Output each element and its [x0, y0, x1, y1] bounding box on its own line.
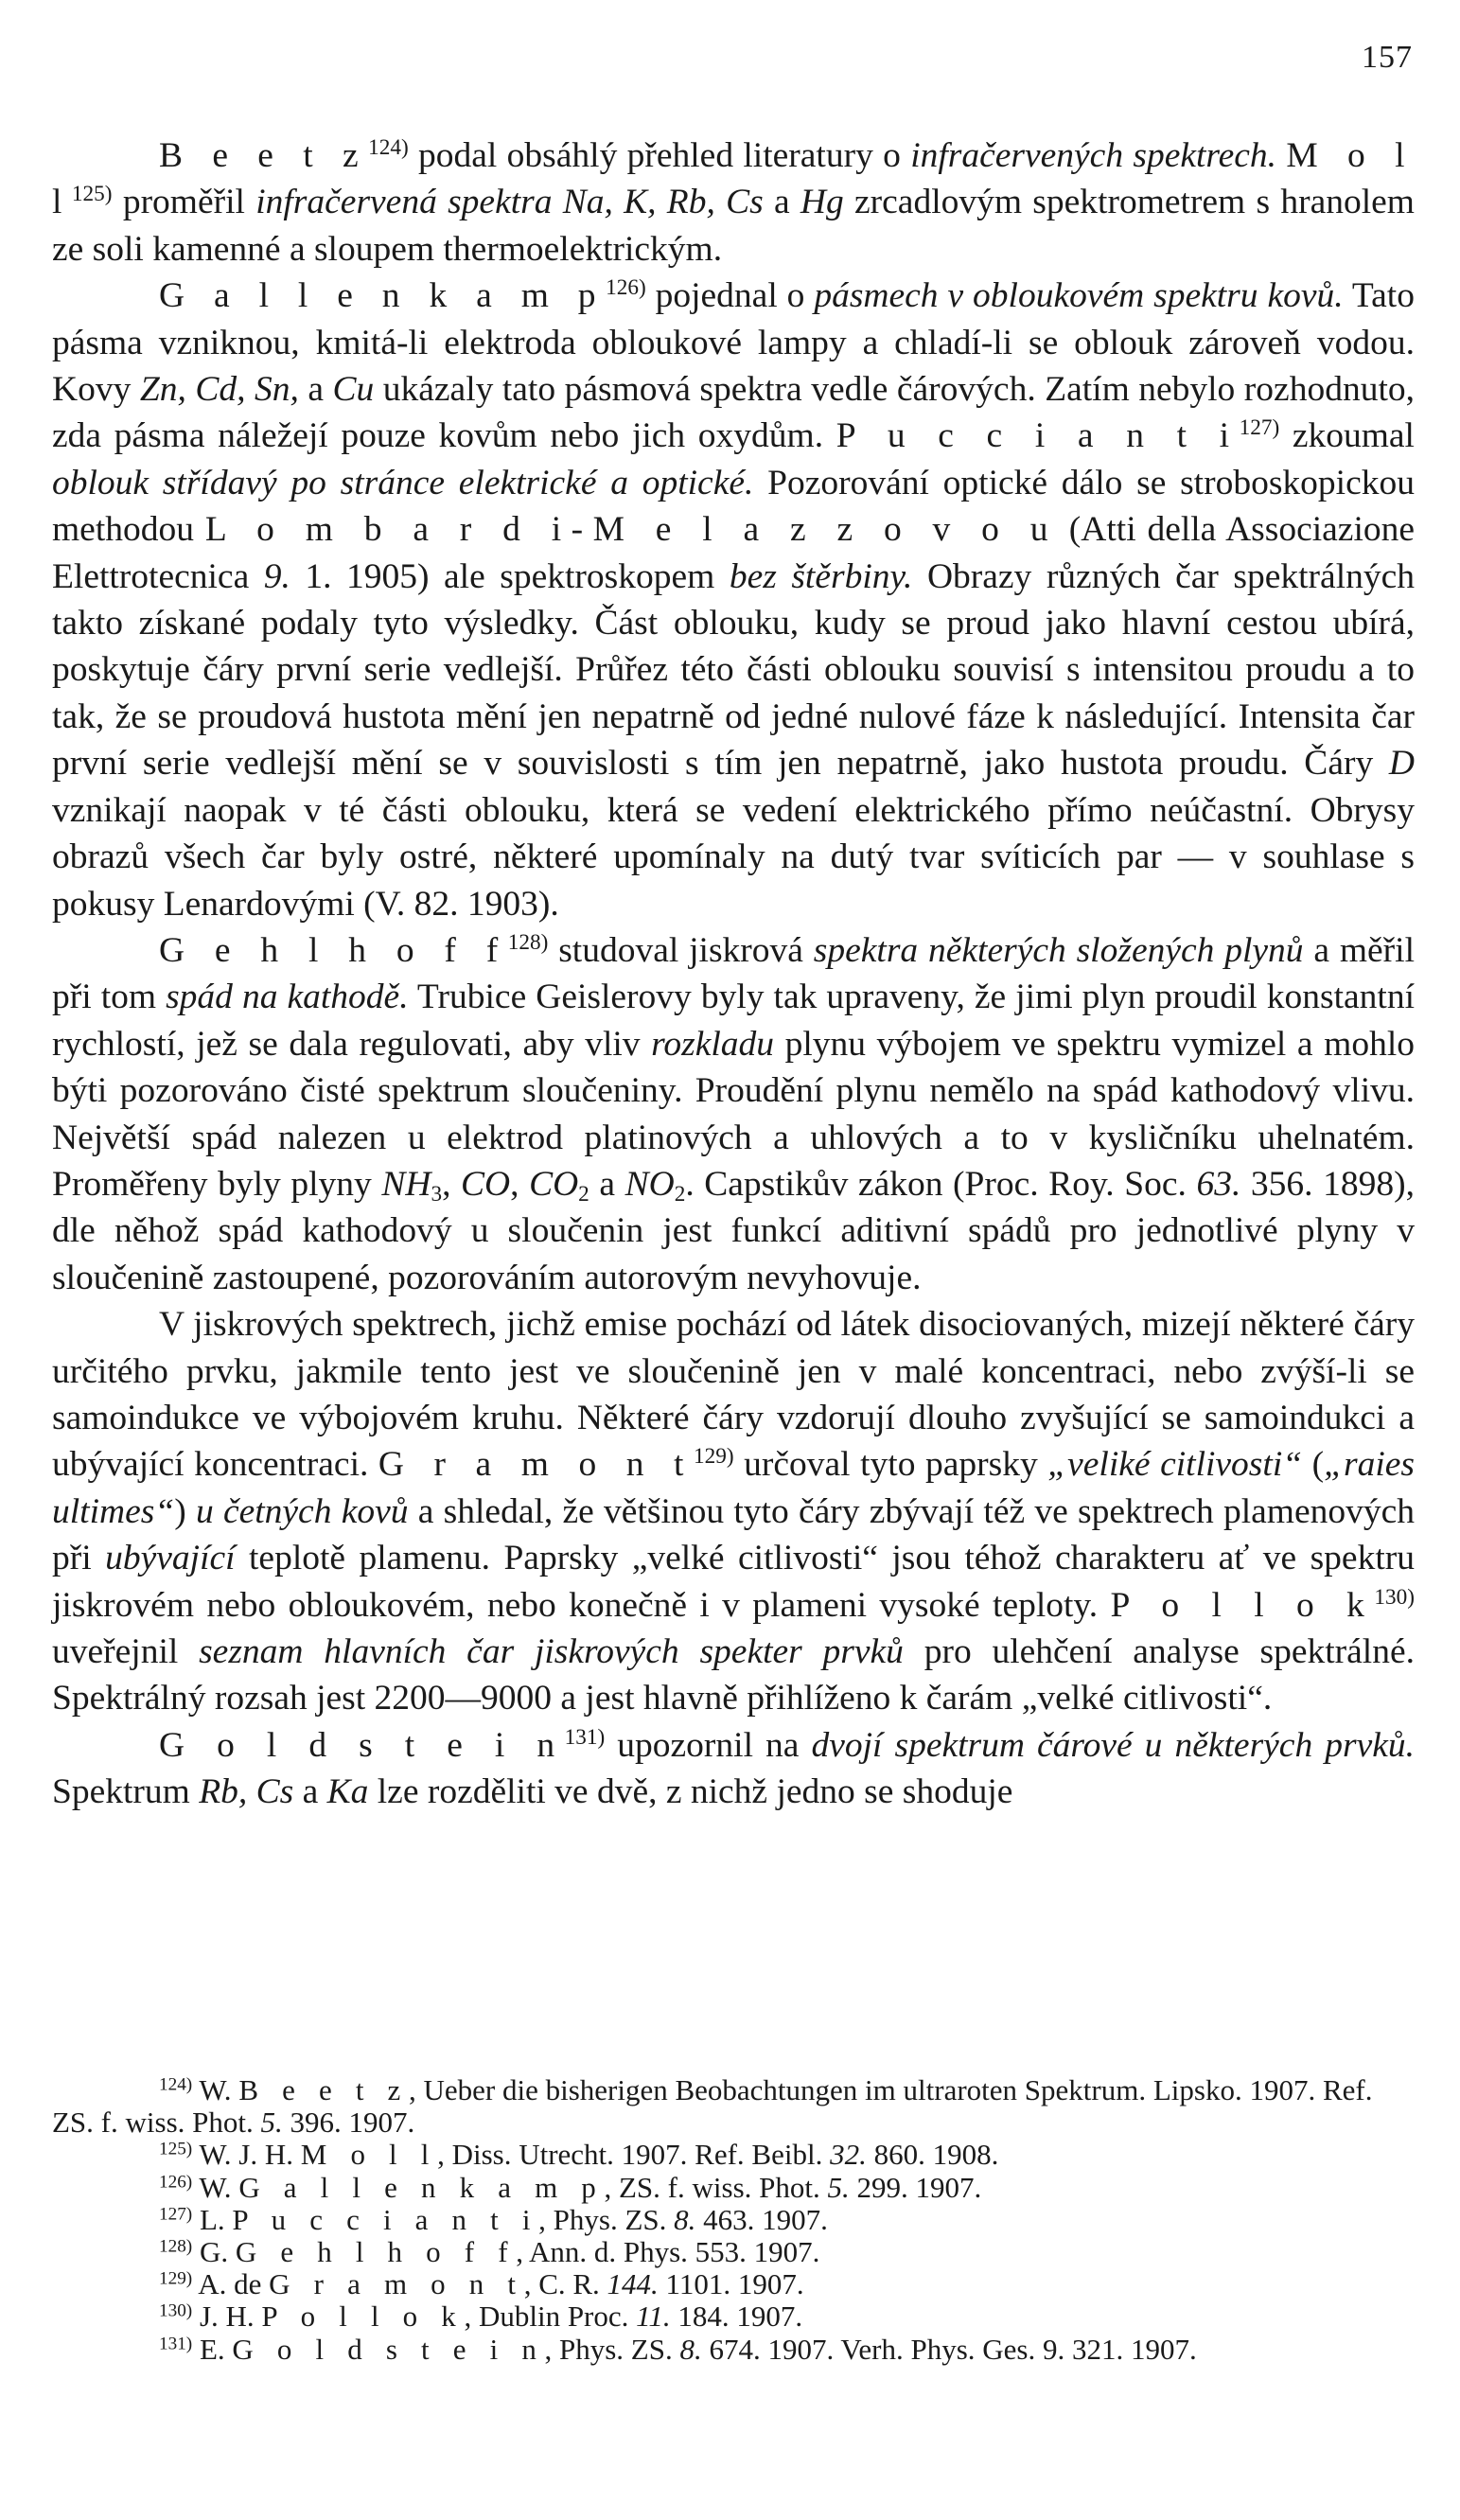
- text-run: , ZS. f. wiss. Phot.: [604, 2170, 828, 2204]
- text-run: (Atti della Associazione Elettrotecnica: [52, 510, 1416, 596]
- text-run: A. de: [192, 2267, 270, 2301]
- text-run: 860. 1908.: [866, 2138, 999, 2172]
- author-name: B e e t z: [238, 2073, 409, 2106]
- text-run: studoval jiskrová: [548, 930, 814, 970]
- text-run: ukázaly tato pásmová spektra vedle čárových. Zatím nebylo rozhodnuto, zda pásma náležejí pouze kovům nebo jich oxydům.: [52, 370, 1415, 456]
- footnote: [52, 2204, 1415, 2236]
- text-run: pro ulehčení analyse spektrálné. Spektrálný rozsah jest 2200—9000 a jest hlavně přihlíženo k čarám „velké citlivosti“.: [52, 1632, 1415, 1718]
- text-run: 1101. 1907.: [658, 2267, 804, 2301]
- text-run: pojednal o: [645, 276, 815, 316]
- author-name: P o l l o k: [1110, 1585, 1375, 1625]
- footnote: [52, 2172, 1415, 2204]
- italic-term: pásmech v obloukovém spektru kovů.: [814, 276, 1344, 316]
- footnote: [52, 2236, 1415, 2268]
- footnote-ref: 126): [606, 275, 646, 301]
- author-name: G e h l h o f f: [235, 2235, 517, 2269]
- author-name: G a l l e n k a m p: [159, 276, 607, 316]
- text-run: uveřejnil: [52, 1632, 200, 1671]
- footnote: [52, 2300, 1415, 2333]
- text-run: plynu výbojem ve spektru vymizel a mohlo býti pozorováno čisté spektrum sloučeniny. Proudění plynu nemělo na spád kathodový vlivu. Největší spád nalezen u elektrod platinových a uhlových a to v kysličníku uhelnatém. Proměřeny byly plyny: [52, 1024, 1415, 1204]
- text-run: . Capstikův zákon (Proc. Roy. Soc.: [685, 1164, 1197, 1204]
- text-run: ,: [442, 1164, 462, 1204]
- text-run: 184. 1907.: [670, 2300, 803, 2334]
- paragraph-gehlhoff: [52, 927, 1415, 1301]
- italic-term: ubývající: [105, 1539, 236, 1578]
- paragraph-gallenkamp-puccianti: [52, 273, 1415, 927]
- text-run: proměřil: [112, 183, 256, 222]
- volume: 144.: [607, 2267, 659, 2301]
- text-run: 299. 1907.: [849, 2170, 982, 2204]
- text-run: Obrazy různých čar spektrálných takto získané podaly tyto výsledky. Část oblouku, kudy se proud jako hlavní cestou ubírá, poskytuje čáry první serie vedlejší. Průřez této části oblouku souvisí s intensitou proudu a to tak, že se proudová hustota mění jen nepatrně od jedné nulové fáze k následující. Intensita čar první serie vedlejší mění se v souvislosti s tím jen nepatrně, jako hustota proudu. Čáry: [52, 556, 1416, 784]
- text-run: W. J. H.: [192, 2138, 301, 2172]
- italic-term: „veliké citlivosti“: [1047, 1445, 1303, 1485]
- italic-term: „raies ultimes“: [52, 1445, 1415, 1531]
- text-run: lze rozděliti ve dvě, z nichž jedno se shoduje: [368, 1772, 1013, 1812]
- italic-term: oblouk střídavý po stránce elektrické a optické.: [52, 463, 754, 502]
- volume: 5.: [260, 2106, 283, 2140]
- text-run: a: [763, 183, 800, 222]
- text-run: E.: [192, 2332, 233, 2366]
- author-name: G o l d s t e i n: [232, 2332, 545, 2366]
- author-name: M o l l: [52, 136, 1416, 222]
- footnote-number: 126): [159, 2172, 193, 2193]
- author-name: G r a m o n t: [269, 2267, 524, 2301]
- author-name: G e h l h o f f: [159, 930, 508, 970]
- footnote-number: 124): [159, 2074, 193, 2095]
- footnote-number: 125): [159, 2139, 193, 2159]
- text-run: 396. 1907.: [282, 2106, 415, 2140]
- footnote-ref: 124): [368, 135, 409, 161]
- author-name: G o l d s t e i n: [159, 1725, 565, 1765]
- footnote-number: 129): [159, 2268, 193, 2289]
- italic-term: infračervená spektra Na, K, Rb, Cs: [255, 183, 764, 222]
- text-run: 463. 1907.: [695, 2202, 828, 2236]
- text-run: Spektrum: [52, 1772, 200, 1812]
- text-run: teplotě plamenu. Paprsky „velké citlivosti“ jsou téhož charakteru ať ve spektru jiskrovém nebo obloukovém, nebo konečně i v plameni vysoké teploty.: [52, 1539, 1415, 1625]
- text-run: L.: [192, 2202, 233, 2236]
- subscript: 2: [674, 1181, 686, 1207]
- author-name: B e e t z: [159, 136, 369, 175]
- italic-term: 63.: [1196, 1164, 1241, 1204]
- text-run: a: [293, 1772, 327, 1812]
- italic-term: Cu: [332, 370, 375, 410]
- footnote-number: 131): [159, 2334, 193, 2354]
- body-text: [52, 132, 1415, 1816]
- text-run: vznikají naopak v té části oblouku, která se vedení elektrického přímo neúčastní. Obrysy obrazů všech čar byly ostré, některé upomínaly na dutý tvar svíticích par — v souhlase s pokusy Lenardovými (V. 82. 1903).: [52, 790, 1415, 924]
- italic-term: spád na kathodě.: [166, 978, 409, 1017]
- volume: 8.: [674, 2202, 696, 2236]
- italic-term: Ka: [326, 1772, 369, 1812]
- text-run: zrcadlovým spektrometrem s hranolem ze soli kamenné a sloupem thermoelektrickým.: [52, 183, 1415, 269]
- paragraph-goldstein: [52, 1722, 1415, 1816]
- text-run: zkoumal: [1279, 416, 1415, 456]
- page-number: 157: [1362, 40, 1413, 75]
- text-run: G.: [192, 2235, 236, 2269]
- formula: NH: [381, 1164, 431, 1204]
- italic-term: u četných kovů: [195, 1491, 409, 1531]
- footnote-ref: 129): [693, 1444, 734, 1470]
- author-name: G r a m o n t: [378, 1445, 694, 1485]
- italic-term: Hg: [800, 183, 844, 222]
- formula: CO: [529, 1164, 579, 1204]
- italic-term: Zn, Cd, Sn,: [139, 370, 299, 410]
- text-run: W.: [192, 2073, 239, 2106]
- text-run: , Ueber die bisherigen Beobachtungen im ultraroten Spektrum. Lipsko. 1907. Ref. ZS. f. wiss. Phot.: [52, 2073, 1373, 2140]
- footnotes: [52, 2074, 1415, 2366]
- italic-term: rozkladu: [651, 1024, 775, 1064]
- footnote-number: 127): [159, 2204, 193, 2225]
- formula: CO: [461, 1164, 511, 1204]
- text-run: 356. 1898), dle něhož spád kathodový u sloučenin jest funkcí aditivní spádů pro jednotlivé plyny v sloučenině zastoupené, pozorováním autorovým nevyhovuje.: [52, 1164, 1415, 1297]
- italic-term: 9.: [263, 556, 290, 596]
- author-name: M o l l: [300, 2138, 438, 2172]
- footnote: [52, 2074, 1415, 2139]
- italic-term: bez štěrbiny.: [729, 556, 913, 596]
- author-name: P u c c i a n t i: [232, 2202, 539, 2236]
- text-run: , Diss. Utrecht. 1907. Ref. Beibl.: [437, 2138, 831, 2172]
- volume: 32.: [830, 2138, 867, 2172]
- text-run: , C. R.: [523, 2267, 607, 2301]
- text-run: V jiskrových spektrech, jichž emise pochází od látek disociovaných, mizejí některé čáry určitého prvku, jakmile tento jest ve sloučenině jen v malé koncentraci, nebo zvýší-li se samoindukce ve výbojovém kruhu. Některé čáry vzdorují dlouho zvyšující se samoindukci a ubývající koncentraci.: [52, 1305, 1415, 1485]
- volume: 5.: [827, 2170, 850, 2204]
- text-run: ): [174, 1491, 196, 1531]
- text-run: 674. 1907. Verh. Phys. Ges. 9. 321. 1907.: [701, 2332, 1197, 2366]
- text-run: ,: [510, 1164, 530, 1204]
- text-run: Pozorování optické dálo se stroboskopickou methodou: [52, 463, 1415, 550]
- italic-term: Rb, Cs: [199, 1772, 294, 1812]
- text-run: upozornil na: [605, 1725, 812, 1765]
- text-run: a shledal, že většinou tyto čáry zbývají též ve spektrech plamenových při: [52, 1491, 1415, 1578]
- text-run: , Ann. d. Phys. 553. 1907.: [516, 2235, 820, 2269]
- text-run: podal obsáhlý přehled literatury o: [408, 136, 911, 175]
- subscript: 2: [578, 1181, 589, 1207]
- footnote-ref: 125): [71, 182, 113, 207]
- text-run: určoval tyto paprsky: [733, 1445, 1048, 1485]
- text-run: (: [1302, 1445, 1325, 1485]
- italic-term: seznam hlavních čar jiskrových spekter prvků: [199, 1632, 904, 1671]
- subscript: 3: [431, 1181, 443, 1207]
- text-run: , Dublin Proc.: [464, 2300, 637, 2334]
- volume: 8.: [679, 2332, 702, 2366]
- text-run: Tato pásma vzniknou, kmitá-li elektroda obloukové lampy a chladí-li se oblouk zároveň vodou. Kovy: [52, 276, 1415, 410]
- footnote: [52, 2139, 1415, 2171]
- footnote-ref: 130): [1374, 1584, 1415, 1610]
- text-run: [1276, 136, 1286, 175]
- author-name: G a l l e n k a m p: [238, 2170, 605, 2204]
- text-run: , Phys. ZS.: [538, 2202, 675, 2236]
- text-run: , Phys. ZS.: [544, 2332, 680, 2366]
- footnote-ref: 131): [564, 1725, 606, 1751]
- text-run: 1. 1905) ale spektroskopem: [290, 556, 730, 596]
- footnote: [52, 2334, 1415, 2366]
- italic-term: spektra některých složených plynů: [813, 930, 1304, 970]
- italic-term: D: [1388, 744, 1415, 784]
- text-run: W.: [192, 2170, 239, 2204]
- footnote: [52, 2268, 1415, 2300]
- italic-term: infračervených spektrech.: [910, 136, 1277, 175]
- footnote-number: 128): [159, 2236, 193, 2257]
- text-run: J. H.: [192, 2300, 262, 2334]
- text-run: a: [298, 370, 333, 410]
- footnote-ref: 128): [507, 930, 549, 956]
- text-run: a měřil při tom: [52, 930, 1415, 1017]
- italic-term: dvojí spektrum čárové u některých prvků.: [811, 1725, 1415, 1765]
- paragraph-gramont-pollok: [52, 1301, 1415, 1722]
- text-run: a: [589, 1164, 625, 1204]
- footnote-ref: 127): [1239, 415, 1280, 441]
- author-name: L o m b a r d i-M e l a z z o v o u: [204, 510, 1058, 550]
- formula: NO: [624, 1164, 675, 1204]
- paragraph-beetz-moll: [52, 132, 1415, 273]
- author-name: P o l l o k: [261, 2300, 465, 2334]
- text-run: Trubice Geislerovy byly tak upraveny, že jimi plyn proudil konstantní rychlostí, jež se dala regulovati, aby vliv: [52, 978, 1415, 1064]
- volume: 11.: [636, 2300, 671, 2334]
- author-name: P u c c i a n t i: [836, 416, 1240, 456]
- footnote-number: 130): [159, 2300, 193, 2321]
